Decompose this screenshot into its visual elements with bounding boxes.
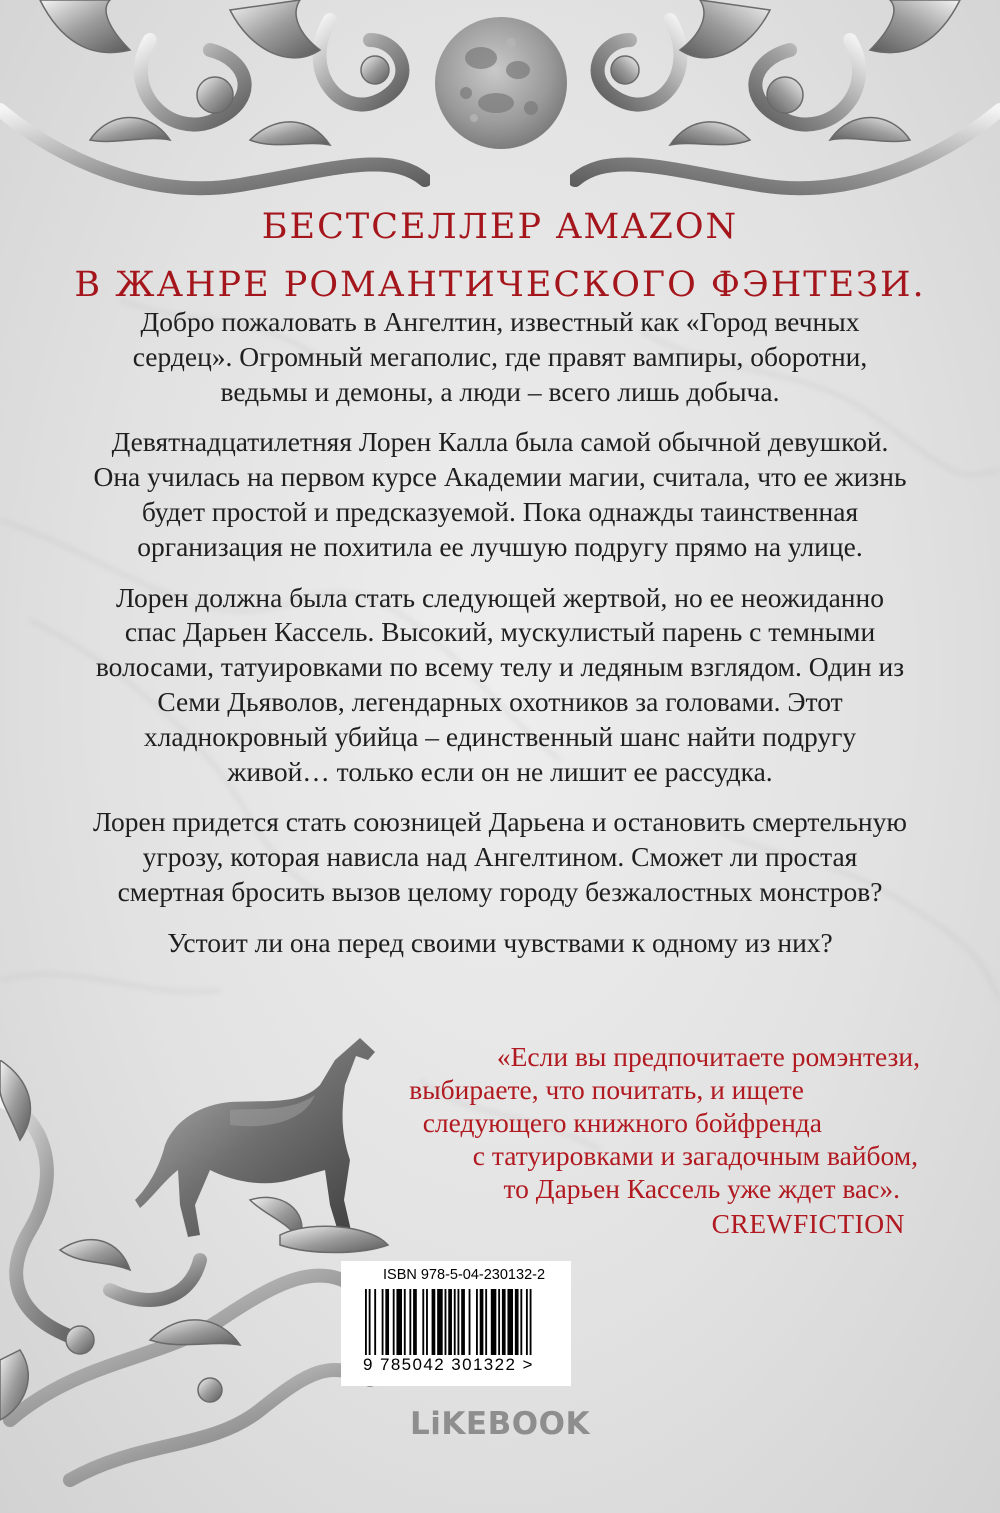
synopsis-paragraph: Лорен должна была стать следующей жертвой, но ее неожиданно спас Дарьен Кассель. Высокий, мускулистый парень с темными волосами, татуировками по всему телу и ледяным взглядом. Один из Семи Дьяволов, легендарных охотников за головами. Этот хладнокровный убийца – единственный шанс найти подругу живой… только если он не лишит ее рассудка. xyxy=(95,581,905,787)
barcode-bar xyxy=(507,1289,513,1355)
isbn-barcode xyxy=(341,1261,571,1386)
barcode-bar xyxy=(382,1289,384,1355)
headline-line-1: БЕСТСЕЛЛЕР AMAZON xyxy=(261,207,739,247)
barcode-bar xyxy=(385,1289,389,1355)
barcode-bar xyxy=(396,1289,402,1355)
quote-line: выбираете, что почитать, и ищете xyxy=(409,1074,804,1105)
barcode-bar xyxy=(502,1289,506,1355)
synopsis-paragraph: Устоит ли она перед своими чувствами к одному из них? xyxy=(167,926,833,958)
quote-line: следующего книжного бойфренда xyxy=(422,1107,822,1138)
isbn-number: ISBN 978-5-04-230132-2 xyxy=(383,1267,546,1283)
quote-line: «Если вы предпочитаете ромэнтези, xyxy=(496,1041,920,1072)
barcode-bar xyxy=(432,1289,436,1355)
barcode-bar xyxy=(404,1289,406,1355)
barcode-bar xyxy=(476,1289,478,1355)
barcode-bar xyxy=(369,1289,371,1355)
publisher-logo: LiKEBOOK xyxy=(410,1406,590,1442)
barcode-bar xyxy=(409,1289,411,1355)
synopsis-paragraph: Девятнадцатилетняя Лорен Калла была самой обычной девушкой. Она училась на первом курсе Академии магии, считала, что ее жизнь будет простой и предсказуемой. Пока однажды таинственная организация не похитила ее лучшую подругу прямо на улице. xyxy=(93,426,907,562)
barcode-bar xyxy=(461,1289,465,1355)
barcode-bar xyxy=(480,1289,484,1355)
headline xyxy=(0,198,1000,314)
barcode-bar xyxy=(374,1289,376,1355)
barcode-bar xyxy=(426,1289,428,1355)
barcode-bars xyxy=(365,1289,547,1355)
ornament-top-left xyxy=(0,0,430,220)
barcode-digits: 9 785042 301322 > xyxy=(363,1355,534,1374)
full-moon-icon xyxy=(426,8,576,158)
barcode-bar xyxy=(520,1289,522,1355)
barcode-bar xyxy=(393,1289,395,1355)
howling-wolf-illustration xyxy=(130,1030,390,1260)
barcode-bar xyxy=(413,1289,417,1355)
quote-line: с татуировками и загадочным вайбом, xyxy=(472,1140,918,1171)
review-quote xyxy=(380,1040,920,1205)
barcode-bar xyxy=(485,1289,487,1355)
quote-line: то Дарьен Кассель уже ждет вас». xyxy=(503,1173,900,1204)
synopsis-paragraph: Лорен придется стать союзницей Дарьена и остановить смертельную угрозу, которая нависла над Ангелтином. Сможет ли простая смертная бросить вызов целому городу безжалостных монстров? xyxy=(93,806,907,907)
barcode-bar xyxy=(515,1289,519,1355)
barcode-bar xyxy=(445,1289,447,1355)
headline-line-2: В ЖАНРЕ РОМАНТИЧЕСКОГО ФЭНТЕЗИ. xyxy=(74,265,926,305)
barcode-bar xyxy=(530,1289,532,1355)
barcode-bar xyxy=(469,1289,471,1355)
synopsis xyxy=(90,305,910,977)
barcode-bar xyxy=(437,1289,443,1355)
barcode-bar xyxy=(498,1289,500,1355)
barcode-bar xyxy=(454,1289,456,1355)
ornament-top-right xyxy=(570,0,1000,220)
barcode-bar xyxy=(422,1289,424,1355)
barcode-bar xyxy=(448,1289,452,1355)
barcode-bar xyxy=(458,1289,460,1355)
barcode-bar xyxy=(365,1289,367,1355)
quote-source: CREWFICTION xyxy=(711,1208,905,1239)
barcode-bar xyxy=(491,1289,497,1355)
synopsis-paragraph: Добро пожаловать в Ангелтин, известный как «Город вечных сердец». Огромный мегаполис, где правят вампиры, оборотни, ведьмы и демоны, а люди – всего лишь добыча. xyxy=(132,306,868,407)
barcode-bar xyxy=(526,1289,528,1355)
